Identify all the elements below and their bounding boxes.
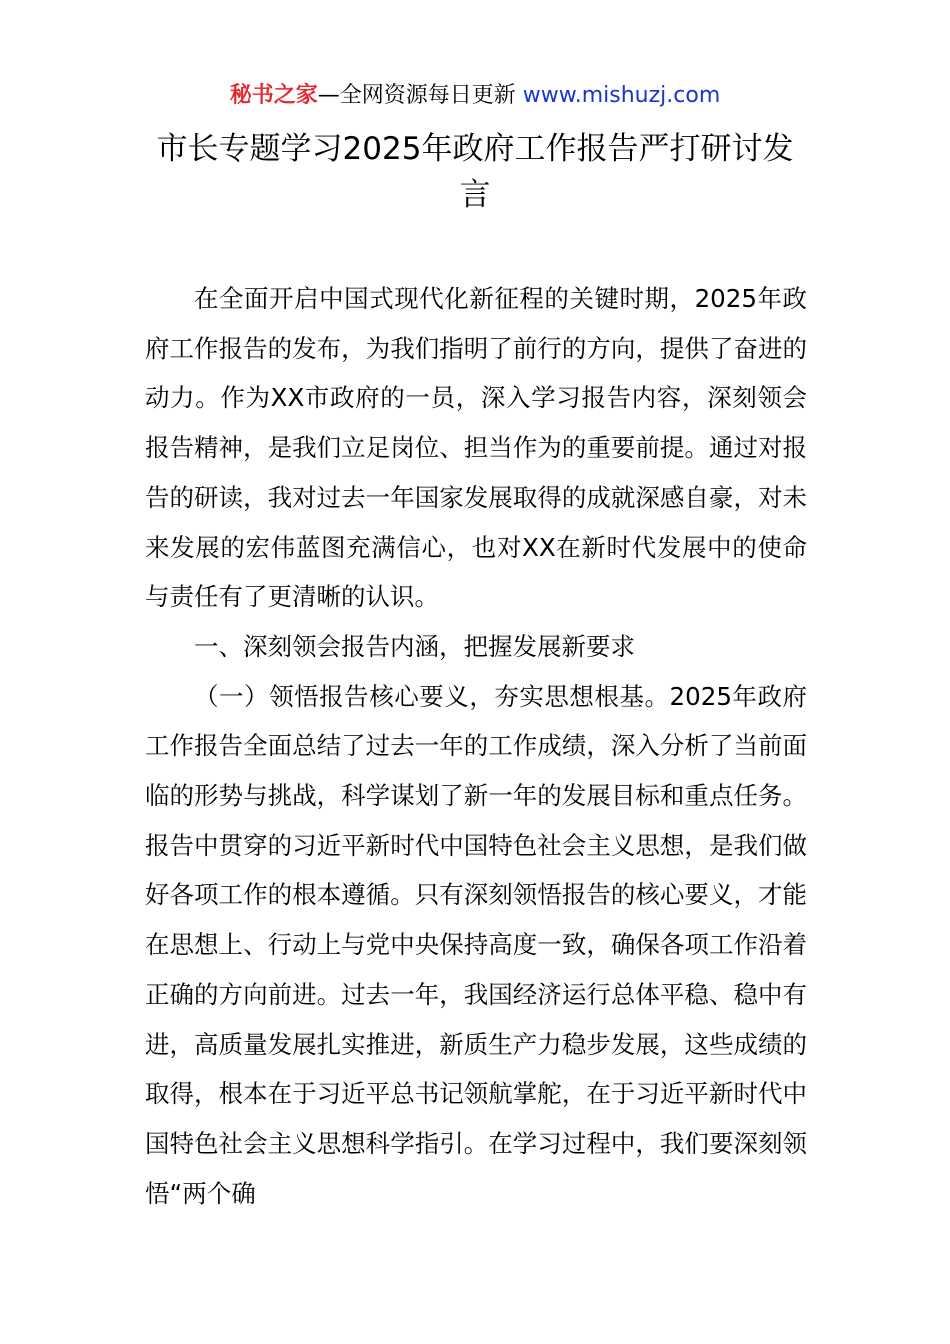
brand-name: 秘书之家: [229, 83, 318, 108]
document-body: [145, 274, 807, 1218]
brand-tagline: —全网资源每日更新: [317, 83, 516, 108]
section-heading-1: 一、深刻领会报告内涵，把握发展新要求: [194, 631, 635, 661]
paragraph-subsection-1: （一）领悟报告核心要义，夯实思想根基。2025年政府工作报告全面总结了过去一年的工作成绩，深入分析了当前面临的形势与挑战，科学谋划了新一年的发展目标和重点任务。报告中贯穿的习近平新时代中国特色社会主义思想，是我们做好各项工作的根本遵循。只有深刻领悟报告的核心要义，才能在思想上、行动上与党中央保持高度一致，确保各项工作沿着正确的方向前进。过去一年，我国经济运行总体平稳、稳中有进，高质量发展扎实推进，新质生产力稳步发展，这些成绩的取得，根本在于习近平总书记领航掌舵，在于习近平新时代中国特色社会主义思想科学指引。在学习过程中，我们要深刻领悟“两个确: [145, 681, 807, 1208]
site-header: [0, 80, 950, 112]
paragraph-intro: 在全面开启中国式现代化新征程的关键时期，2025年政府工作报告的发布，为我们指明了前行的方向，提供了奋进的动力。作为XX市政府的一员，深入学习报告内容，深刻领会报告精神，是我们立足岗位、担当作为的重要前提。通过对报告的研读，我对过去一年国家发展取得的成就深感自豪，对未来发展的宏伟蓝图充满信心，也对XX在新时代发展中的使命与责任有了更清晰的认识。: [145, 284, 807, 612]
site-url[interactable]: www.mishuzj.com: [515, 83, 721, 108]
document-title: 市长专题学习2025年政府工作报告严打研讨发言: [156, 131, 794, 213]
